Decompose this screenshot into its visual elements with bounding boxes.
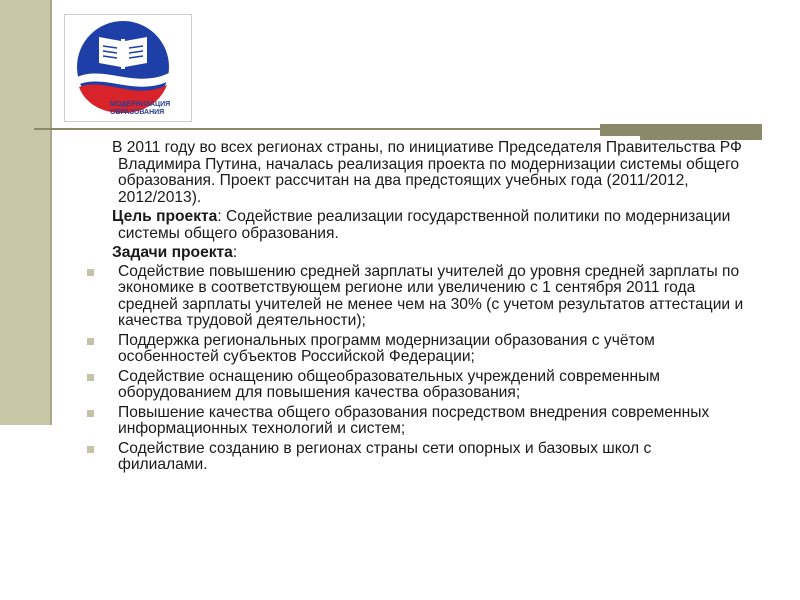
- tasks-label: Задачи проекта: [112, 244, 233, 261]
- goal-text: : Содействие реализации государственной политики по модернизации системы общего образования.: [118, 208, 731, 242]
- square-bullet-icon: [87, 374, 94, 381]
- task-text: Содействие повышению средней зарплаты учителей до уровня средней зарплаты по экономике в соответствующем регионе или увеличению с 1 сентября 2011 года средней зарплаты учителей не менее чем на 30% (с учетом результатов аттестации и качества трудовой деятельности);: [118, 262, 744, 329]
- goal-paragraph: [84, 209, 744, 242]
- list-item: [84, 441, 744, 474]
- list-item: [84, 333, 744, 366]
- square-bullet-icon: [87, 338, 94, 345]
- intro-paragraph: В 2011 году во всех регионах страны, по инициативе Председателя Правительства РФ Владимира Путина, началась реализация проекта по модернизации системы общего образования. Проект рассчитан на два предстоящих учебных года (2011/2012, 2012/2013).: [112, 139, 742, 206]
- task-text: Содействие оснащению общеобразовательных учреждений современным оборудованием для повышения качества образования;: [118, 367, 661, 401]
- goal-label: Цель проекта: [112, 208, 218, 225]
- task-text: Поддержка региональных программ модернизации образования с учётом особенностей субъектов Российской Федерации;: [118, 331, 655, 365]
- square-bullet-icon: [87, 269, 94, 276]
- task-text: Содействие созданию в регионах страны сети опорных и базовых школ с филиалами.: [118, 439, 652, 473]
- logo-caption-line2: ОБРАЗОВАНИЯ: [110, 109, 165, 116]
- logo-caption: [110, 101, 170, 117]
- tasks-heading: [84, 245, 744, 262]
- header-rule-block: [600, 124, 762, 136]
- logo-caption-line1: МОДЕРНИЗАЦИЯ: [110, 101, 171, 108]
- task-text: Повышение качества общего образования посредством внедрения современных информационных технологий и систем;: [118, 403, 710, 437]
- square-bullet-icon: [87, 446, 94, 453]
- tasks-list: [84, 264, 744, 474]
- list-item: [84, 405, 744, 438]
- modernization-logo: [64, 14, 192, 122]
- list-item: [84, 264, 744, 330]
- list-item: [84, 369, 744, 402]
- slide-content: [84, 140, 744, 477]
- square-bullet-icon: [87, 410, 94, 417]
- decorative-sidebar: [0, 0, 52, 425]
- tasks-colon: :: [232, 244, 238, 261]
